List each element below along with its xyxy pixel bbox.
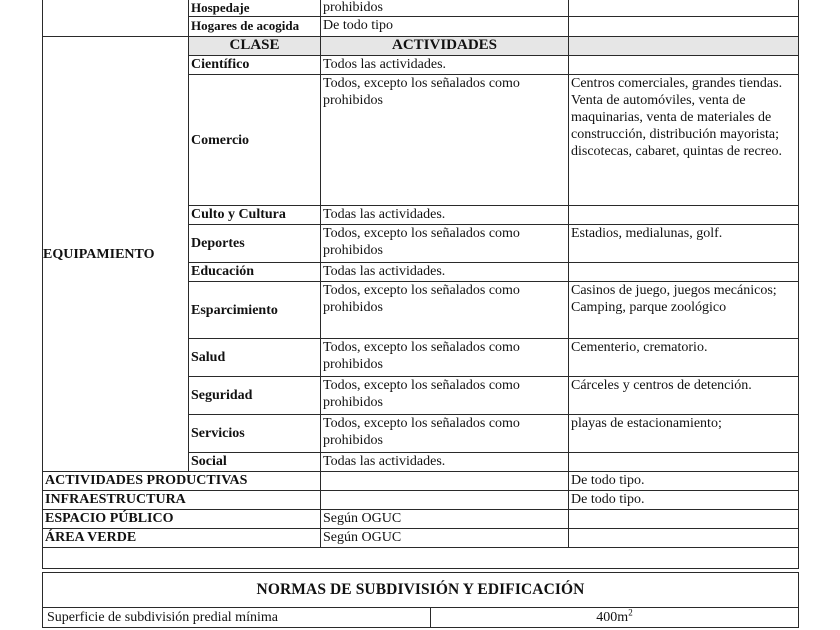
table-row [43,491,799,510]
norma-label: Superficie de subdivisión predial mínima [43,608,431,628]
prohibidas-cell [569,0,799,17]
clase-cell: Hogares de acogida [189,17,321,37]
prohibidas-cell: Cárceles y centros de detención. [569,377,799,415]
table-row [43,0,799,17]
clase-header: CLASE [189,37,321,56]
actividades-cell: Todos, excepto los señalados como prohibidos [321,282,569,339]
normas-title-row [43,573,799,608]
clase-cell: Esparcimiento [189,282,321,339]
prohibidas-cell [569,56,799,75]
use-label-cell: ACTIVIDADES PRODUCTIVAS [43,472,321,491]
actividades-cell: Todas las actividades. [321,263,569,282]
actividades-cell [321,491,569,510]
table-header-row [43,37,799,56]
normas-table [42,572,799,628]
actividades-cell: Todos, excepto los señalados como prohibidos [321,75,569,206]
prohibidas-cell: Cementerio, crematorio. [569,339,799,377]
spacer-cell [43,548,799,569]
prohibidas-cell [569,17,799,37]
use-label-cell: ÁREA VERDE [43,529,321,548]
actividades-cell: Todos, excepto los señalados como prohibidos [321,415,569,453]
clase-cell: Educación [189,263,321,282]
clase-cell: Servicios [189,415,321,453]
group-cell-empty [43,0,189,37]
prohibidas-cell: De todo tipo. [569,491,799,510]
table-row [43,529,799,548]
actividades-cell: Todos las actividades. [321,56,569,75]
clase-cell: Deportes [189,225,321,263]
table-row [43,510,799,529]
prohibidas-cell: Centros comerciales, grandes tiendas. Venta de automóviles, venta de maquinarias, venta de materiales de construcción, distribución mayorista; discotecas, cabaret, quintas de recreo. [569,75,799,206]
table-row [43,472,799,491]
prohibidas-cell [569,529,799,548]
norma-value-exponent: 2 [628,606,633,617]
actividades-cell: Todas las actividades. [321,453,569,472]
table-row [43,608,799,628]
norma-value [431,608,799,628]
clase-cell: Culto y Cultura [189,206,321,225]
actividades-cell: Todos, excepto los señalados como prohibidos [321,339,569,377]
prohibidas-cell [569,510,799,529]
prohibidas-cell [569,453,799,472]
actividades-cell [321,472,569,491]
equipamiento-group-label: EQUIPAMIENTO [43,37,189,472]
actividades-cell: Todas las actividades. [321,206,569,225]
actividades-cell: prohibidos [321,0,569,17]
clase-cell: Científico [189,56,321,75]
actividades-cell: Todos, excepto los señalados como prohibidos [321,377,569,415]
land-use-table [42,0,799,569]
prohibidas-cell [569,263,799,282]
spacer-row [43,548,799,569]
normas-title: NORMAS DE SUBDIVISIÓN Y EDIFICACIÓN [43,573,799,608]
actividades-cell: Según OGUC [321,529,569,548]
prohibidas-cell [569,206,799,225]
clase-cell: Hospedaje [189,0,321,17]
actividades-cell: Todos, excepto los señalados como prohibidos [321,225,569,263]
use-label-cell: INFRAESTRUCTURA [43,491,321,510]
clase-cell: Comercio [189,75,321,206]
use-label-cell: ESPACIO PÚBLICO [43,510,321,529]
actividades-cell: Según OGUC [321,510,569,529]
clase-cell: Salud [189,339,321,377]
prohibidas-cell: De todo tipo. [569,472,799,491]
clase-cell: Social [189,453,321,472]
norma-value-number: 400m [596,609,629,625]
actividades-header: ACTIVIDADES [321,37,569,56]
actividades-cell: De todo tipo [321,17,569,37]
prohibidas-cell: Estadios, medialunas, golf. [569,225,799,263]
clase-cell: Seguridad [189,377,321,415]
prohibidas-cell: playas de estacionamiento; [569,415,799,453]
prohibidas-header [569,37,799,56]
prohibidas-cell: Casinos de juego, juegos mecánicos; Camping, parque zoológico [569,282,799,339]
